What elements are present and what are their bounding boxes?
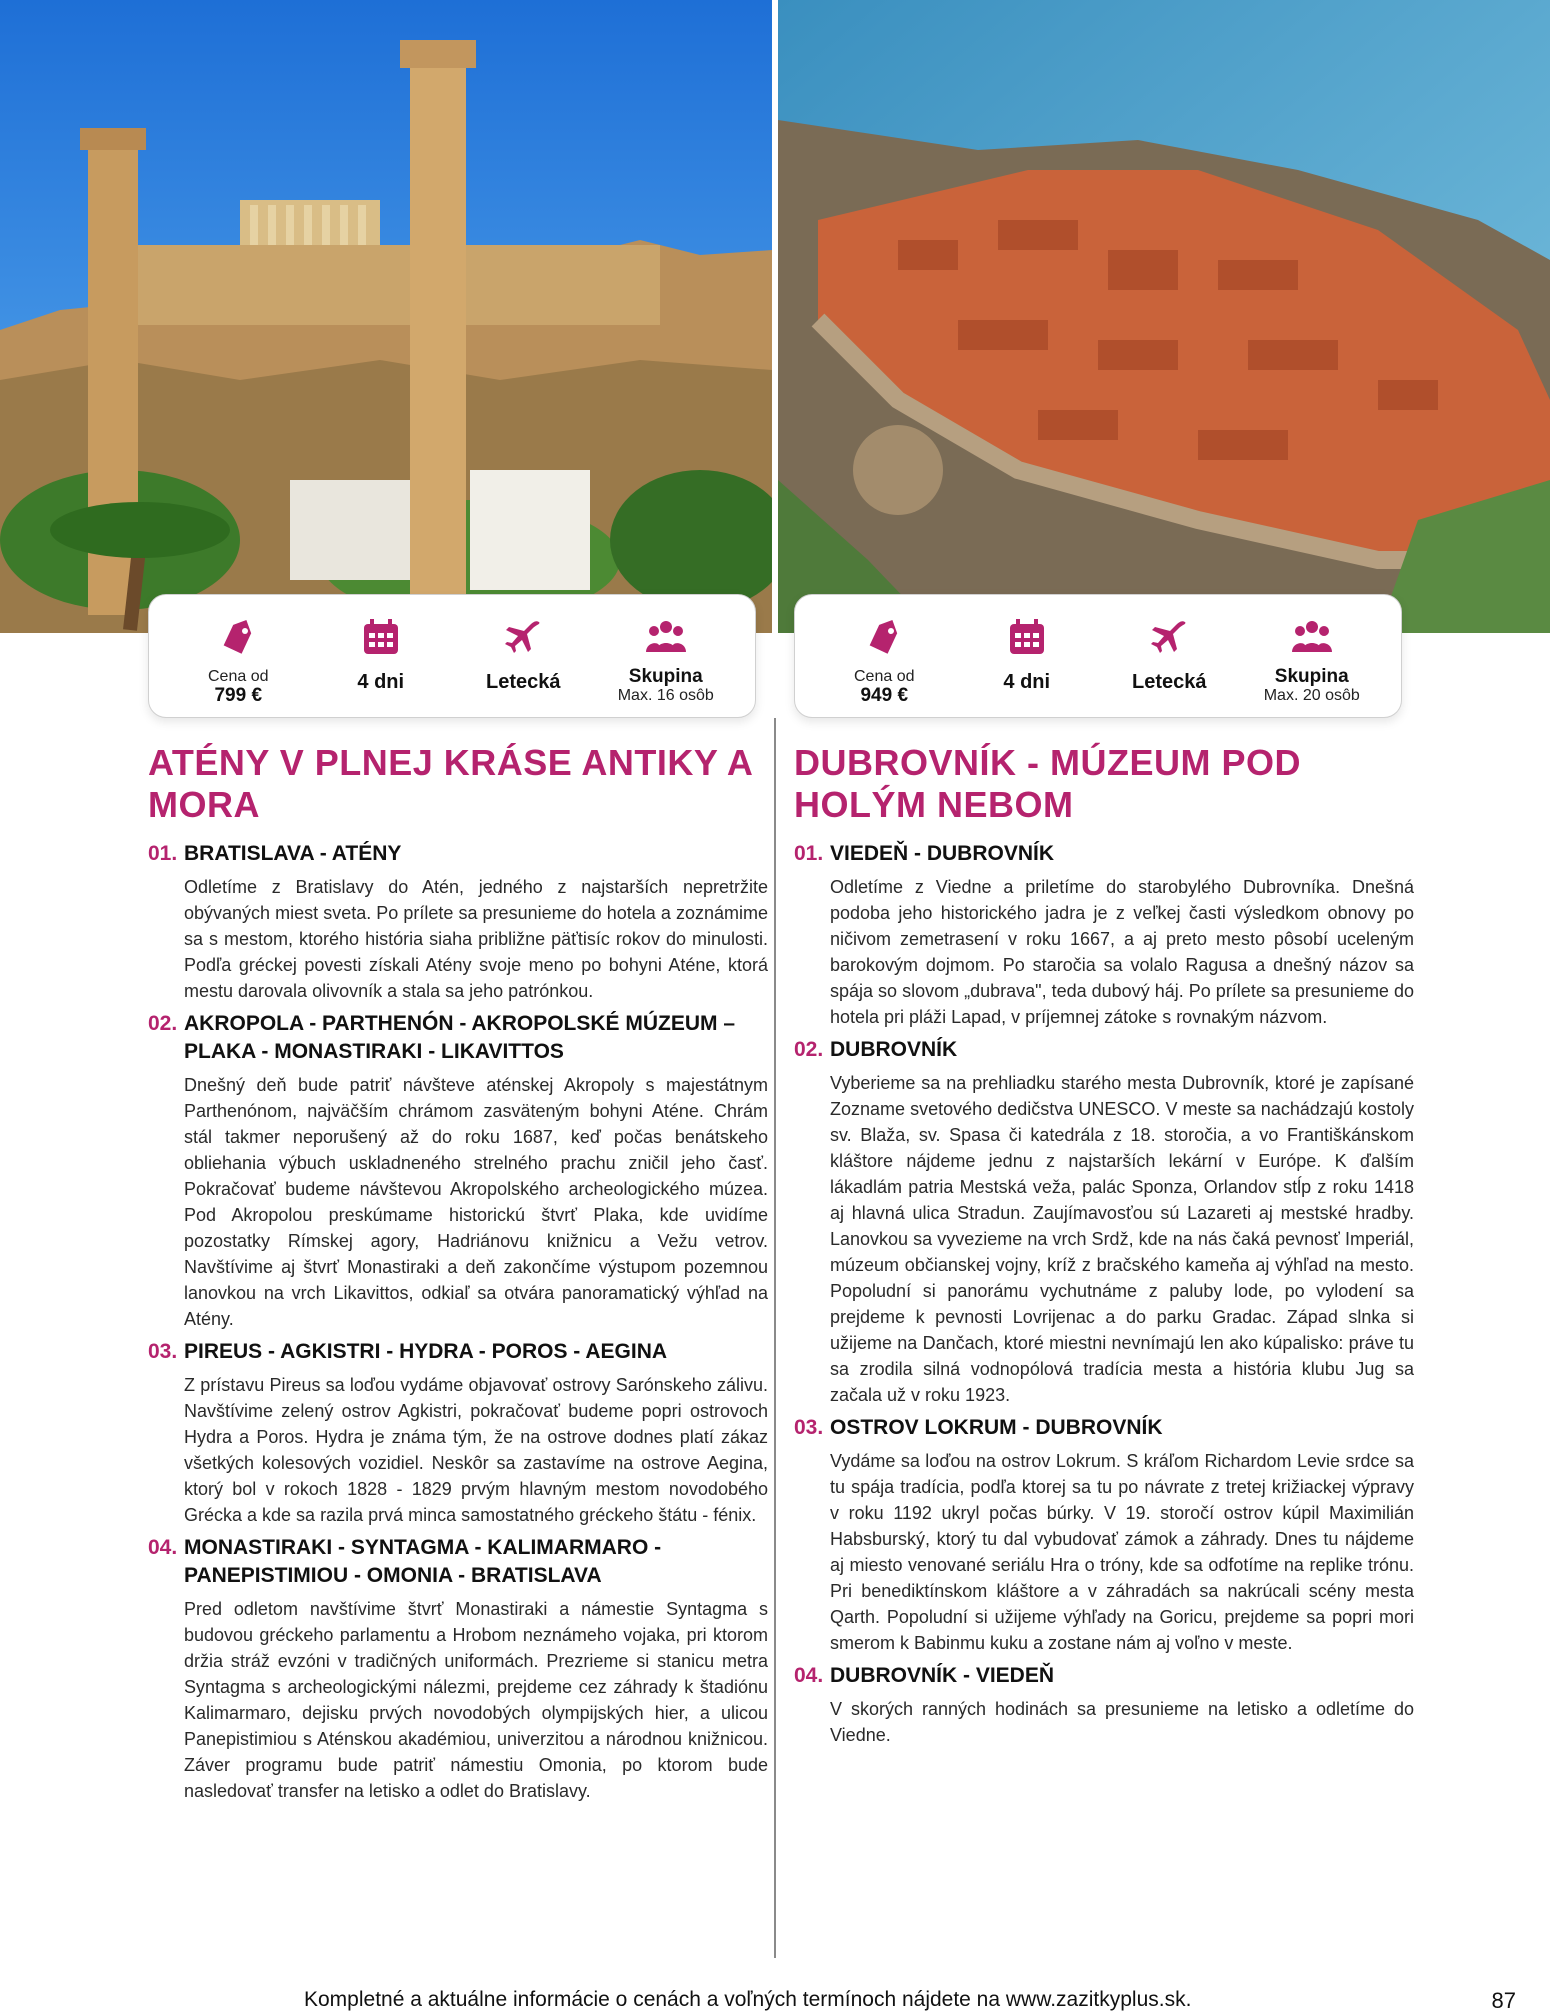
day-title: DUBROVNÍK	[830, 1038, 958, 1061]
day-title: PIREUS - AGKISTRI - HYDRA - POROS - AEGINA	[184, 1340, 668, 1363]
trip-title: DUBROVNÍK - MÚZEUM POD HOLÝM NEBOM	[794, 742, 1301, 825]
day-description: Dnešný deň bude patriť návšteve aténskej Akropoly s majestátnym Parthenónom, najväčším chrámom zasväteným bohyni Aténe. Chrám stál takmer neporušený až do roku 1687, keď počas benátskeho obliehania výbuch uskladneného strelného prachu zničil jeho časť. Pokračovať budeme návštevou Akropolského archeologického múzea. Pod Akropolou preskúmame historickú štvrť Plaka, kde uvidíme pozostatky Rímskej agory, Hadriánovu knižnicu a Vežu vetrov. Navštívime aj štvrť Monastiraki a deň zakončíme výstupom pozemnou lanovkou na vrch Likavittos, odkiaľ sa otvára panoramatický výhľad na Atény.	[184, 1075, 768, 1329]
price-label: Cena od	[208, 668, 269, 685]
column-divider	[774, 718, 776, 1958]
duration-value: 4 dni	[1003, 671, 1051, 693]
price-info	[813, 595, 956, 717]
page-footer	[0, 1988, 1550, 2015]
day-description: Pred odletom navštívime štvrť Monastiraki a námestie Syntagma s budovou gréckeho parlamentu a Hrobom neznámeho vojaka, pri ktorom držia stráž evzóni v tradičných uniformách. Prezrieme si stanicu metra Syntagma s archeologickými nálezmi, prejdeme cez záhrady k štadiónu Kalimarmaro, dejisku prvých novodobých olympijských hier, a ulicou Panepistimiou s Aténskou akadémiou, univerzitou a národnou knižnicou. Záver programu bude patriť námestiu Omonia, po ktorom bude nasledovať transfer na letisko a odlet do Bratislavy.	[184, 1599, 768, 1801]
group-label: Skupina	[1274, 666, 1349, 687]
group-label: Skupina	[628, 666, 703, 687]
day-number: 04.	[148, 1536, 178, 1559]
day-number: 03.	[794, 1416, 824, 1439]
transport-value: Letecká	[486, 671, 561, 693]
group-info	[1241, 595, 1384, 717]
price-tag-icon	[216, 617, 260, 657]
day-description: Odletíme z Viedne a priletíme do starobylého Dubrovníka. Dnešná podoba jeho historického jadra je z veľkej časti výsledkom obnovy po ničivom zemetrasení v roku 1667, a aj preto mesto pôsobí uceleným barokovým dojmom. Po staročia sa volalo Ragusa a dnešný názov sa spája so slovom „dubrava", teda dubový háj. Po prílete sa presunieme do hotela pri pláži Lapad, v príjemnej zátoke s rovnakým názvom.	[830, 877, 1414, 1027]
airplane-icon	[501, 617, 545, 657]
day-description: Z prístavu Pireus sa loďou vydáme objavovať ostrovy Sarónskeho zálivu. Navštívime zelený ostrov Agkistri, pokračovať budeme popri ostrovoch Hydra a Poros. Hydra je známa tým, že na ostrove dodnes platí zákaz všetkých kolesových vozidiel. Neskôr sa zastavíme na ostrove Aegina, ktorý bol v rokoch 1828 - 1829 prvým hlavným mestom novodobého Grécka a kde sa razila prvá minca samostatného gréckeho štátu - fénix.	[184, 1375, 768, 1525]
transport-value: Letecká	[1132, 671, 1207, 693]
airplane-icon	[1147, 617, 1191, 657]
athens-photo	[0, 0, 772, 633]
day-title: MONASTIRAKI - SYNTAGMA - KALIMARMARO - PANEPISTIMIOU - OMONIA - BRATISLAVA	[184, 1536, 662, 1587]
day-title: VIEDEŇ - DUBROVNÍK	[830, 842, 1055, 865]
day-title: DUBROVNÍK - VIEDEŇ	[830, 1664, 1055, 1687]
itinerary	[148, 840, 768, 1810]
price-value: 949 €	[860, 685, 909, 706]
itinerary-day	[794, 1036, 1414, 1408]
day-title: OSTROV LOKRUM - DUBROVNÍK	[830, 1416, 1163, 1439]
trip-title: ATÉNY V PLNEJ KRÁSE ANTIKY A MORA	[148, 742, 753, 825]
transport-info	[1098, 595, 1241, 717]
itinerary-day	[148, 1338, 768, 1528]
duration-info	[310, 595, 453, 717]
dubrovnik-photo	[778, 0, 1550, 633]
day-number: 03.	[148, 1340, 178, 1363]
day-description: V skorých ranných hodinách sa presunieme na letisko a odletíme do Viedne.	[830, 1699, 1414, 1745]
transport-info	[452, 595, 595, 717]
trip-info-card	[148, 594, 756, 718]
itinerary	[794, 840, 1414, 1754]
calendar-icon	[359, 617, 403, 657]
day-description: Vydáme sa loďou na ostrov Lokrum. S kráľom Richardom Levie srdce sa tu spája tradícia, podľa ktorej sa tu po návrate z tretej križiackej výpravy v roku 1192 ukryl počas búrky. V 19. storočí ostrov kúpil Maximilián Habsburský, ktorý tu dal vybudovať zámok a záhrady. Dnes tu nájdeme aj miesto venované seriálu Hra o tróny, kde sa odfotíme na replike trónu. Pri benediktínskom kláštore a v záhradách sa nakrúcali scény mesta Qarth. Popoludní si užijeme výhľady na Goricu, prejdeme sa popri mori smerom k Babinmu kuku a zostane nám aj voľno v meste.	[830, 1451, 1414, 1653]
day-title: BRATISLAVA - ATÉNY	[184, 842, 402, 865]
price-value: 799 €	[214, 685, 263, 706]
page-number: 87	[1491, 1988, 1516, 2013]
day-description: Odletíme z Bratislavy do Atén, jedného z najstarších nepretržite obývaných miest sveta. Po prílete sa presunieme do hotela a zoznámime sa s mestom, ktorého história siaha približne päťtisíc rokov do minulosti. Podľa gréckej povesti získali Atény svoje meno po bohyni Aténe, ktorá mestu darovala olivovník a stala sa jeho patrónkou.	[184, 877, 768, 1001]
calendar-icon	[1005, 617, 1049, 657]
price-info	[167, 595, 310, 717]
itinerary-day	[148, 840, 768, 1004]
group-max: Max. 16 osôb	[617, 687, 714, 704]
price-label: Cena od	[854, 668, 915, 685]
duration-info	[956, 595, 1099, 717]
day-number: 02.	[148, 1012, 178, 1035]
day-number: 01.	[148, 842, 178, 865]
price-tag-icon	[862, 617, 906, 657]
day-number: 02.	[794, 1038, 824, 1061]
duration-value: 4 dni	[357, 671, 405, 693]
group-icon	[1290, 617, 1334, 657]
day-number: 01.	[794, 842, 824, 865]
itinerary-day	[794, 1662, 1414, 1748]
itinerary-day	[148, 1010, 768, 1332]
trip-info-card	[794, 594, 1402, 718]
itinerary-day	[794, 1414, 1414, 1656]
day-number: 04.	[794, 1664, 824, 1687]
group-info	[595, 595, 738, 717]
group-icon	[644, 617, 688, 657]
group-max: Max. 20 osôb	[1263, 687, 1360, 704]
itinerary-day	[794, 840, 1414, 1030]
itinerary-day	[148, 1534, 768, 1804]
day-description: Vyberieme sa na prehliadku starého mesta Dubrovník, ktoré je zapísané Zozname svetového dedičstva UNESCO. V meste sa nachádzajú kostoly sv. Blaža, sv. Spasa či katedrála z 18. storočia, a vo Františkánskom kláštore nájdeme jednu z najstarších lekární v Európe. K ďalším lákadlám patria Mestská veža, palác Sponza, Orlandov stĺp z roku 1418 aj hlavná ulica Stradun. Zaujímavosťou sú Lazareti aj mestské hradby. Lanovkou sa vyvezieme na vrch Srdž, kde na nás čaká pevnosť Imperiál, múzeum občianskej vojny, kríž z bračského kameňa aj výhľad na mesto. Popoludní si panorámu vychutnáme z paluby lode, po vylodení sa prejdeme k pevnosti Lovrijenac a do parku Gradac. Západ slnka si užijeme na Dančach, ktoré miestni nevnímajú len ako kúpalisko: práve tu sa zrodila silná vodnopólová tradícia mesta a história klubu Jug sa začala už v roku 1923.	[830, 1073, 1414, 1405]
footer-note: Kompletné a aktuálne informácie o cenách a voľných termínoch nájdete na www.zazitkyplus.sk.	[304, 1988, 1192, 2011]
day-title: AKROPOLA - PARTHENÓN - AKROPOLSKÉ MÚZEUM – PLAKA - MONASTIRAKI - LIKAVITTOS	[184, 1012, 736, 1063]
